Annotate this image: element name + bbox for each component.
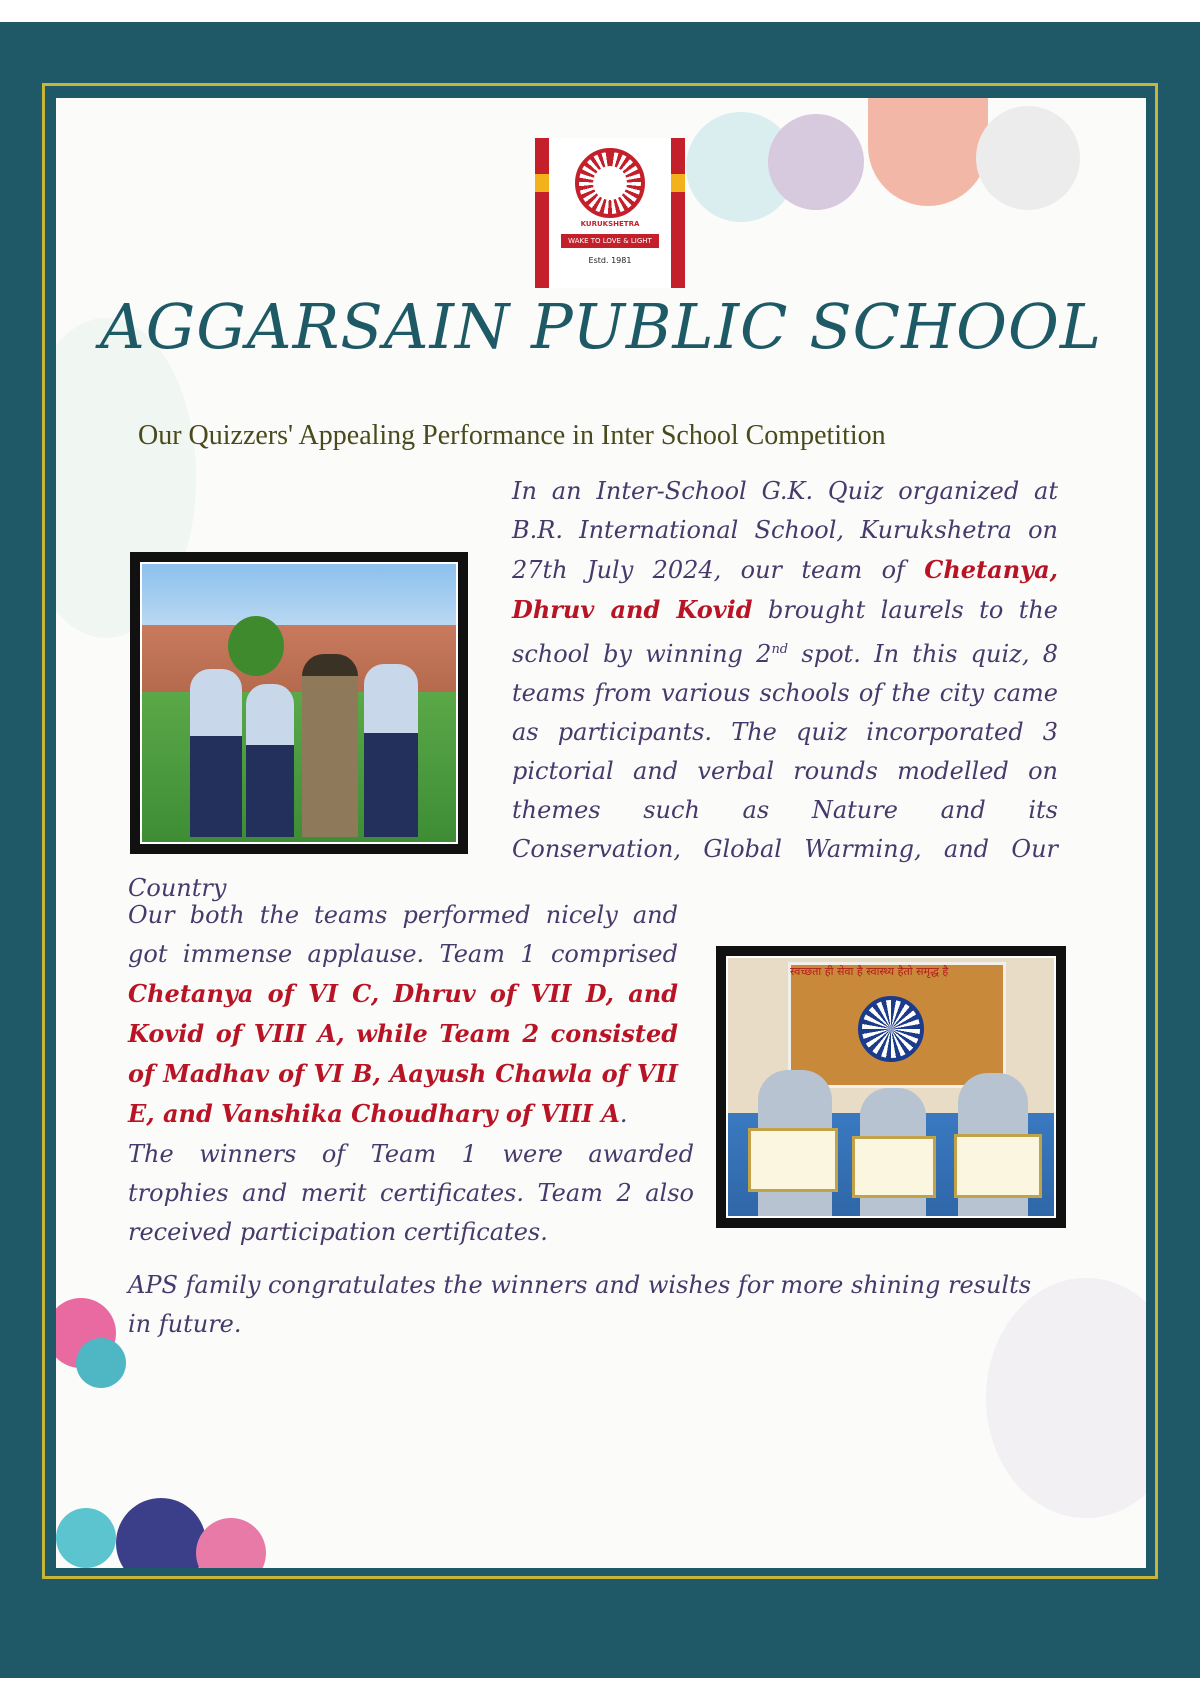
decor-circle-peach [868, 98, 988, 206]
decor-flower-cyan [56, 1508, 116, 1568]
logo-stripe-left [535, 174, 549, 192]
decor-flower-navy [116, 1498, 206, 1568]
logo-established: Estd. 1981 [588, 256, 632, 265]
students-with-certificates-photo [716, 946, 1066, 1228]
poster-sheet [56, 98, 1146, 1568]
team-names-highlight: Chetanya, Dhruv and Kovid [512, 555, 1058, 624]
person-3 [302, 654, 358, 837]
decor-flower-teal [76, 1338, 126, 1388]
person-2 [246, 684, 294, 837]
logo-motto: WAKE TO LOVE & LIGHT [561, 234, 659, 248]
decor-circle-grey [976, 106, 1080, 210]
logo-city: KURUKSHETRA [580, 220, 640, 228]
certificate-2 [852, 1136, 936, 1198]
tree [228, 616, 284, 676]
photo-2-scene [726, 956, 1056, 1218]
paragraph-2-lead: Our both the teams performed nicely and got immense applause. Team 1 comprised [128, 901, 678, 968]
banner-text: स्वच्छता ही सेवा है स्वास्थ्य हैतो समृद्ध है [790, 965, 949, 978]
certificate-1 [748, 1128, 838, 1192]
logo-stripe-right [671, 174, 685, 192]
article-headline: Our Quizzers' Appealing Performance in Inter School Competition [138, 420, 886, 451]
teams-detail-highlight: Chetanya of VI C, Dhruv of VII D, and Kovid of VIII A, while Team 2 consisted of Madhav of VI B, Aayush Chawla of VII E, and Vanshika Choudhary of VIII A [128, 979, 678, 1128]
paragraph-1-intro: In an Inter-School G.K. Quiz organized at B.R. International School, Kurukshetra on 27th July 2024, our team of [512, 477, 1058, 584]
ordinal-suffix: nd [771, 642, 789, 657]
photo-1-scene [140, 562, 458, 844]
decor-flower-pink-2 [196, 1518, 266, 1568]
chakra-wheel [858, 996, 924, 1062]
paragraph-1-middle: brought laurels to the school by winning 2 [512, 596, 1058, 668]
certificate-3 [954, 1134, 1042, 1198]
paragraph-2-end: . [619, 1100, 628, 1128]
school-name-title: AGGARSAIN PUBLIC SCHOOL [99, 290, 1103, 363]
school-logo [535, 138, 685, 288]
decor-circle-lilac [768, 114, 864, 210]
logo-emblem [575, 148, 645, 218]
paragraph-1-rest: spot. In this quiz, 8 teams from various schools of the city came as participants. The quiz incorporated 3 pictorial and verbal rounds modelled on themes such as Nature and its Conservation, Global Warming, and Our Country [128, 640, 1058, 902]
paragraph-3: The winners of Team 1 were awarded trophies and merit certificates. Team 2 also received participation certificates. [128, 1140, 694, 1246]
person-4 [364, 664, 418, 837]
person-1 [190, 669, 242, 837]
paragraph-4: APS family congratulates the winners and wishes for more shining results in future. [128, 1271, 1032, 1338]
team-with-teacher-photo [130, 552, 468, 854]
